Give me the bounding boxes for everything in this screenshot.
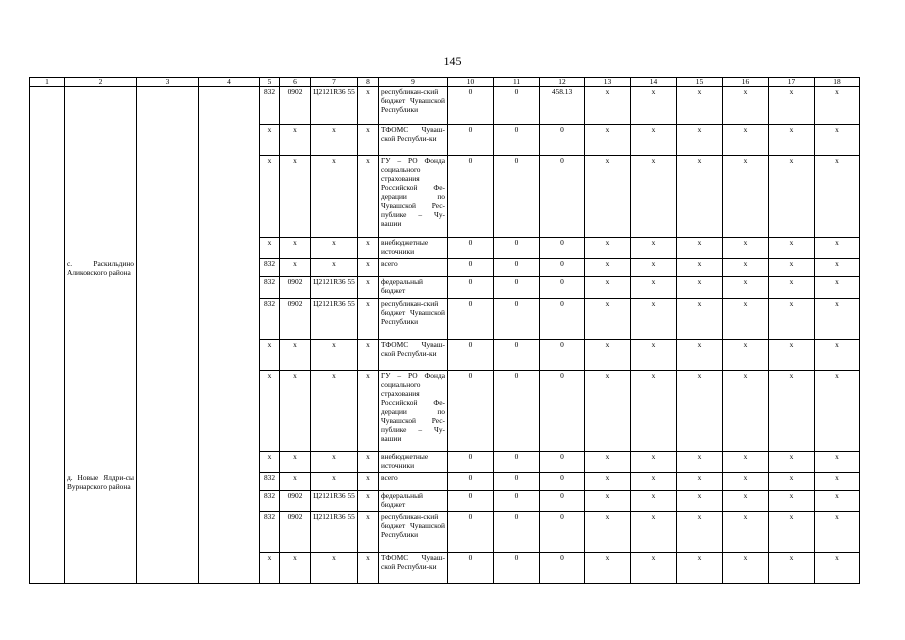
- table-cell: 0902: [280, 491, 311, 512]
- table-cell: x: [260, 125, 280, 156]
- empty-cell: [199, 125, 260, 156]
- funding-source-cell: всего: [379, 473, 448, 491]
- empty-cell: [137, 299, 199, 340]
- table-cell: x: [358, 512, 379, 553]
- table-cell: 832: [260, 87, 280, 125]
- column-header: 1: [30, 78, 65, 87]
- table-row: [30, 491, 860, 512]
- table-cell: x: [311, 125, 358, 156]
- table-cell: x: [815, 238, 860, 259]
- funding-source-cell: ТФОМС Чуваш-ской Республи-ки: [379, 125, 448, 156]
- empty-cell: [30, 452, 65, 473]
- table-cell: x: [311, 259, 358, 277]
- table-cell: x: [280, 125, 311, 156]
- table-cell: x: [631, 259, 677, 277]
- table-row: [30, 371, 860, 452]
- empty-cell: [137, 491, 199, 512]
- table-cell: x: [769, 473, 815, 491]
- table-cell: x: [677, 259, 723, 277]
- empty-cell: [199, 473, 260, 491]
- empty-cell: [199, 491, 260, 512]
- table-cell: x: [631, 87, 677, 125]
- table-cell: x: [358, 125, 379, 156]
- table-cell: 832: [260, 299, 280, 340]
- table-cell: 0: [540, 299, 585, 340]
- empty-cell: [30, 87, 65, 125]
- column-header: 5: [260, 78, 280, 87]
- table-cell: x: [723, 299, 769, 340]
- table-cell: x: [723, 553, 769, 584]
- empty-cell: [30, 512, 65, 553]
- table-cell: x: [631, 371, 677, 452]
- empty-cell: [30, 299, 65, 340]
- empty-cell: [137, 340, 199, 371]
- funding-source-cell: федеральный бюджет: [379, 277, 448, 299]
- table-cell: x: [677, 277, 723, 299]
- table-cell: x: [769, 277, 815, 299]
- table-cell: x: [815, 452, 860, 473]
- column-header: 3: [137, 78, 199, 87]
- funding-source-cell: внебюджетные источники: [379, 238, 448, 259]
- table-row: [30, 125, 860, 156]
- table-cell: x: [585, 512, 631, 553]
- table-cell: x: [815, 553, 860, 584]
- empty-cell: [137, 259, 199, 277]
- table-row: [30, 277, 860, 299]
- table-cell: x: [723, 277, 769, 299]
- empty-cell: [137, 553, 199, 584]
- table-cell: Ц2121R36 55: [311, 491, 358, 512]
- table-cell: x: [311, 340, 358, 371]
- empty-cell: [199, 238, 260, 259]
- location-cell: [65, 371, 137, 452]
- table-cell: x: [631, 299, 677, 340]
- table-cell: x: [358, 156, 379, 238]
- table-cell: x: [585, 340, 631, 371]
- table-cell: x: [815, 259, 860, 277]
- table-cell: x: [677, 156, 723, 238]
- funding-source-cell: ГУ – РО Фонда социального страхования Российской Фе-дерации по Чувашской Рес-публике – Чу-вашии: [379, 156, 448, 238]
- table-cell: 0: [494, 238, 540, 259]
- empty-cell: [199, 156, 260, 238]
- table-cell: x: [280, 238, 311, 259]
- location-cell: с. Раскильдино Аликовского района: [65, 259, 137, 277]
- table-cell: x: [280, 452, 311, 473]
- table-cell: x: [677, 238, 723, 259]
- table-cell: 0: [448, 473, 494, 491]
- table-cell: x: [585, 452, 631, 473]
- location-cell: [65, 125, 137, 156]
- table-cell: 0: [448, 156, 494, 238]
- empty-cell: [30, 277, 65, 299]
- empty-cell: [137, 238, 199, 259]
- empty-cell: [30, 473, 65, 491]
- table-cell: 832: [260, 259, 280, 277]
- table-cell: x: [723, 87, 769, 125]
- column-header: 10: [448, 78, 494, 87]
- table-row: [30, 340, 860, 371]
- funding-source-cell: республикан-ский бюджет Чувашской Республики: [379, 299, 448, 340]
- table-cell: 0: [448, 87, 494, 125]
- funding-source-cell: ТФОМС Чуваш-ской Республи-ки: [379, 340, 448, 371]
- empty-cell: [137, 277, 199, 299]
- table-cell: 832: [260, 491, 280, 512]
- table-cell: x: [723, 491, 769, 512]
- empty-cell: [199, 259, 260, 277]
- table-cell: Ц2121R36 55: [311, 512, 358, 553]
- table-cell: x: [358, 277, 379, 299]
- location-cell: [65, 238, 137, 259]
- table-cell: 0: [448, 491, 494, 512]
- empty-cell: [199, 371, 260, 452]
- table-cell: x: [311, 473, 358, 491]
- empty-cell: [30, 491, 65, 512]
- empty-cell: [30, 259, 65, 277]
- table-cell: x: [280, 553, 311, 584]
- location-cell: [65, 340, 137, 371]
- column-header: 14: [631, 78, 677, 87]
- table-cell: x: [358, 473, 379, 491]
- table-cell: 0: [494, 125, 540, 156]
- empty-cell: [199, 553, 260, 584]
- table-cell: x: [358, 238, 379, 259]
- table-cell: x: [815, 473, 860, 491]
- table-cell: x: [723, 371, 769, 452]
- header-row: [30, 78, 860, 87]
- table-cell: x: [677, 473, 723, 491]
- table-cell: x: [769, 238, 815, 259]
- table-cell: x: [815, 340, 860, 371]
- table-cell: x: [677, 512, 723, 553]
- table-cell: 0: [448, 340, 494, 371]
- table-cell: x: [280, 473, 311, 491]
- table-cell: x: [677, 452, 723, 473]
- table-cell: x: [260, 156, 280, 238]
- table-cell: x: [631, 553, 677, 584]
- table-cell: x: [815, 512, 860, 553]
- table-cell: x: [769, 259, 815, 277]
- table-cell: 0: [494, 259, 540, 277]
- table-cell: x: [769, 156, 815, 238]
- empty-cell: [137, 125, 199, 156]
- table-cell: x: [585, 299, 631, 340]
- table-cell: x: [723, 452, 769, 473]
- table-cell: x: [723, 340, 769, 371]
- table-row: [30, 87, 860, 125]
- empty-cell: [199, 340, 260, 371]
- table-cell: 0: [494, 491, 540, 512]
- column-header: 4: [199, 78, 260, 87]
- table-cell: x: [769, 452, 815, 473]
- funding-source-cell: республикан-ский бюджет Чувашской Республики: [379, 512, 448, 553]
- table-cell: x: [723, 473, 769, 491]
- table-cell: x: [280, 259, 311, 277]
- table-cell: x: [585, 156, 631, 238]
- table-cell: 0: [494, 299, 540, 340]
- table-cell: 0902: [280, 87, 311, 125]
- table-cell: 0: [540, 259, 585, 277]
- empty-cell: [30, 238, 65, 259]
- table-cell: x: [585, 277, 631, 299]
- table-cell: x: [815, 299, 860, 340]
- table-cell: 832: [260, 512, 280, 553]
- table-cell: 0: [448, 259, 494, 277]
- empty-cell: [137, 473, 199, 491]
- table-cell: 0: [494, 87, 540, 125]
- table-cell: x: [358, 259, 379, 277]
- table-cell: 832: [260, 473, 280, 491]
- table-cell: 0: [494, 371, 540, 452]
- table-cell: 0: [540, 238, 585, 259]
- table-cell: 458.13: [540, 87, 585, 125]
- table-cell: 0: [540, 371, 585, 452]
- table-cell: x: [631, 452, 677, 473]
- table-cell: x: [769, 491, 815, 512]
- location-cell: д. Новые Ялдри-сы Вурнарского района: [65, 473, 137, 491]
- funding-source-cell: федеральный бюджет: [379, 491, 448, 512]
- column-header: 16: [723, 78, 769, 87]
- table-cell: x: [260, 452, 280, 473]
- table-row: [30, 473, 860, 491]
- table-cell: x: [311, 238, 358, 259]
- table-cell: x: [358, 87, 379, 125]
- location-cell: [65, 452, 137, 473]
- table-cell: Ц2121R36 55: [311, 299, 358, 340]
- table-cell: Ц2121R36 55: [311, 87, 358, 125]
- table-cell: x: [815, 371, 860, 452]
- empty-cell: [30, 340, 65, 371]
- table-cell: x: [815, 87, 860, 125]
- table-cell: 0: [540, 512, 585, 553]
- empty-cell: [199, 512, 260, 553]
- table-cell: x: [631, 277, 677, 299]
- table-cell: 0: [448, 452, 494, 473]
- empty-cell: [199, 87, 260, 125]
- table-cell: x: [585, 491, 631, 512]
- table-row: [30, 553, 860, 584]
- column-header: 17: [769, 78, 815, 87]
- table-cell: 0: [448, 512, 494, 553]
- page-number: 145: [443, 54, 462, 68]
- table-row: [30, 238, 860, 259]
- table-cell: x: [769, 512, 815, 553]
- funding-source-cell: республикан-ский бюджет Чувашской Республики: [379, 87, 448, 125]
- table-cell: x: [358, 299, 379, 340]
- table-cell: Ц2121R36 55: [311, 277, 358, 299]
- table-cell: x: [769, 553, 815, 584]
- column-header: 18: [815, 78, 860, 87]
- table-cell: x: [585, 238, 631, 259]
- table-cell: 0: [540, 340, 585, 371]
- table-cell: x: [260, 371, 280, 452]
- table-cell: 0: [494, 553, 540, 584]
- table-cell: x: [585, 259, 631, 277]
- table-cell: 0: [448, 299, 494, 340]
- table-cell: x: [311, 553, 358, 584]
- column-header: 2: [65, 78, 137, 87]
- funding-source-cell: всего: [379, 259, 448, 277]
- table-row: [30, 299, 860, 340]
- table-cell: 0: [494, 473, 540, 491]
- empty-cell: [199, 277, 260, 299]
- table-cell: x: [260, 553, 280, 584]
- table-cell: x: [260, 238, 280, 259]
- table-cell: 0: [540, 277, 585, 299]
- table-cell: x: [311, 156, 358, 238]
- table-cell: x: [585, 87, 631, 125]
- table-cell: x: [631, 473, 677, 491]
- table-cell: x: [358, 553, 379, 584]
- table-cell: x: [677, 340, 723, 371]
- table-cell: 0: [494, 452, 540, 473]
- column-header: 13: [585, 78, 631, 87]
- table-cell: 0902: [280, 512, 311, 553]
- table-cell: x: [358, 340, 379, 371]
- location-cell: [65, 491, 137, 512]
- table-cell: 0: [494, 156, 540, 238]
- table-cell: x: [677, 491, 723, 512]
- table-cell: x: [358, 371, 379, 452]
- table-cell: x: [631, 156, 677, 238]
- table-cell: x: [631, 340, 677, 371]
- table-row: [30, 259, 860, 277]
- table-cell: x: [723, 125, 769, 156]
- table-cell: x: [677, 87, 723, 125]
- table-cell: x: [769, 371, 815, 452]
- table-cell: x: [585, 473, 631, 491]
- location-cell: [65, 512, 137, 553]
- location-cell: [65, 277, 137, 299]
- table-cell: x: [677, 299, 723, 340]
- empty-cell: [137, 371, 199, 452]
- table-cell: x: [723, 238, 769, 259]
- table-cell: x: [723, 512, 769, 553]
- table-cell: 0: [448, 125, 494, 156]
- table-cell: x: [311, 452, 358, 473]
- table-row: [30, 156, 860, 238]
- table-cell: x: [677, 371, 723, 452]
- empty-cell: [137, 452, 199, 473]
- table-cell: 0: [540, 491, 585, 512]
- table-cell: x: [769, 87, 815, 125]
- table-cell: x: [280, 371, 311, 452]
- empty-cell: [30, 553, 65, 584]
- table-cell: x: [723, 156, 769, 238]
- table-cell: x: [358, 491, 379, 512]
- table-cell: x: [677, 125, 723, 156]
- table-cell: x: [631, 238, 677, 259]
- empty-cell: [199, 452, 260, 473]
- table-cell: 0: [540, 125, 585, 156]
- table-cell: x: [769, 125, 815, 156]
- column-header: 9: [379, 78, 448, 87]
- empty-cell: [137, 156, 199, 238]
- table-cell: 0: [540, 553, 585, 584]
- table-cell: x: [631, 512, 677, 553]
- column-header: 11: [494, 78, 540, 87]
- funding-source-cell: внебюджетные источники: [379, 452, 448, 473]
- funding-source-cell: ТФОМС Чуваш-ской Республи-ки: [379, 553, 448, 584]
- empty-cell: [137, 87, 199, 125]
- table-cell: x: [723, 259, 769, 277]
- table-cell: 0: [540, 473, 585, 491]
- funding-source-cell: ГУ – РО Фонда социального страхования Российской Фе-дерации по Чувашской Рес-публике – Чу-вашии: [379, 371, 448, 452]
- location-cell: [65, 299, 137, 340]
- table-cell: x: [769, 340, 815, 371]
- table-cell: 0: [448, 371, 494, 452]
- empty-cell: [199, 299, 260, 340]
- table-row: [30, 452, 860, 473]
- table-cell: x: [585, 125, 631, 156]
- table-cell: x: [585, 371, 631, 452]
- table-cell: 0: [494, 277, 540, 299]
- table-cell: x: [631, 491, 677, 512]
- table-cell: x: [631, 125, 677, 156]
- table-cell: x: [280, 156, 311, 238]
- table-cell: x: [815, 491, 860, 512]
- table-cell: x: [280, 340, 311, 371]
- table-cell: 0: [540, 156, 585, 238]
- location-cell: [65, 553, 137, 584]
- table-cell: 832: [260, 277, 280, 299]
- empty-cell: [137, 512, 199, 553]
- table-cell: 0: [540, 452, 585, 473]
- table-cell: 0: [494, 512, 540, 553]
- table-cell: 0902: [280, 277, 311, 299]
- table-cell: x: [815, 156, 860, 238]
- table-cell: x: [815, 277, 860, 299]
- budget-table: [29, 77, 860, 584]
- table-cell: 0: [448, 238, 494, 259]
- table-cell: x: [677, 553, 723, 584]
- column-header: 7: [311, 78, 358, 87]
- table-cell: x: [358, 452, 379, 473]
- table-cell: x: [815, 125, 860, 156]
- table-cell: 0: [494, 340, 540, 371]
- location-cell: [65, 156, 137, 238]
- table-cell: x: [311, 371, 358, 452]
- table-cell: x: [585, 553, 631, 584]
- table-cell: 0: [448, 277, 494, 299]
- empty-cell: [30, 125, 65, 156]
- column-header: 15: [677, 78, 723, 87]
- table-row: [30, 512, 860, 553]
- table-cell: x: [769, 299, 815, 340]
- column-header: 8: [358, 78, 379, 87]
- column-header: 6: [280, 78, 311, 87]
- column-header: 12: [540, 78, 585, 87]
- table-cell: 0902: [280, 299, 311, 340]
- empty-cell: [30, 371, 65, 452]
- table-cell: x: [260, 340, 280, 371]
- empty-cell: [30, 156, 65, 238]
- location-cell: [65, 87, 137, 125]
- table-cell: 0: [448, 553, 494, 584]
